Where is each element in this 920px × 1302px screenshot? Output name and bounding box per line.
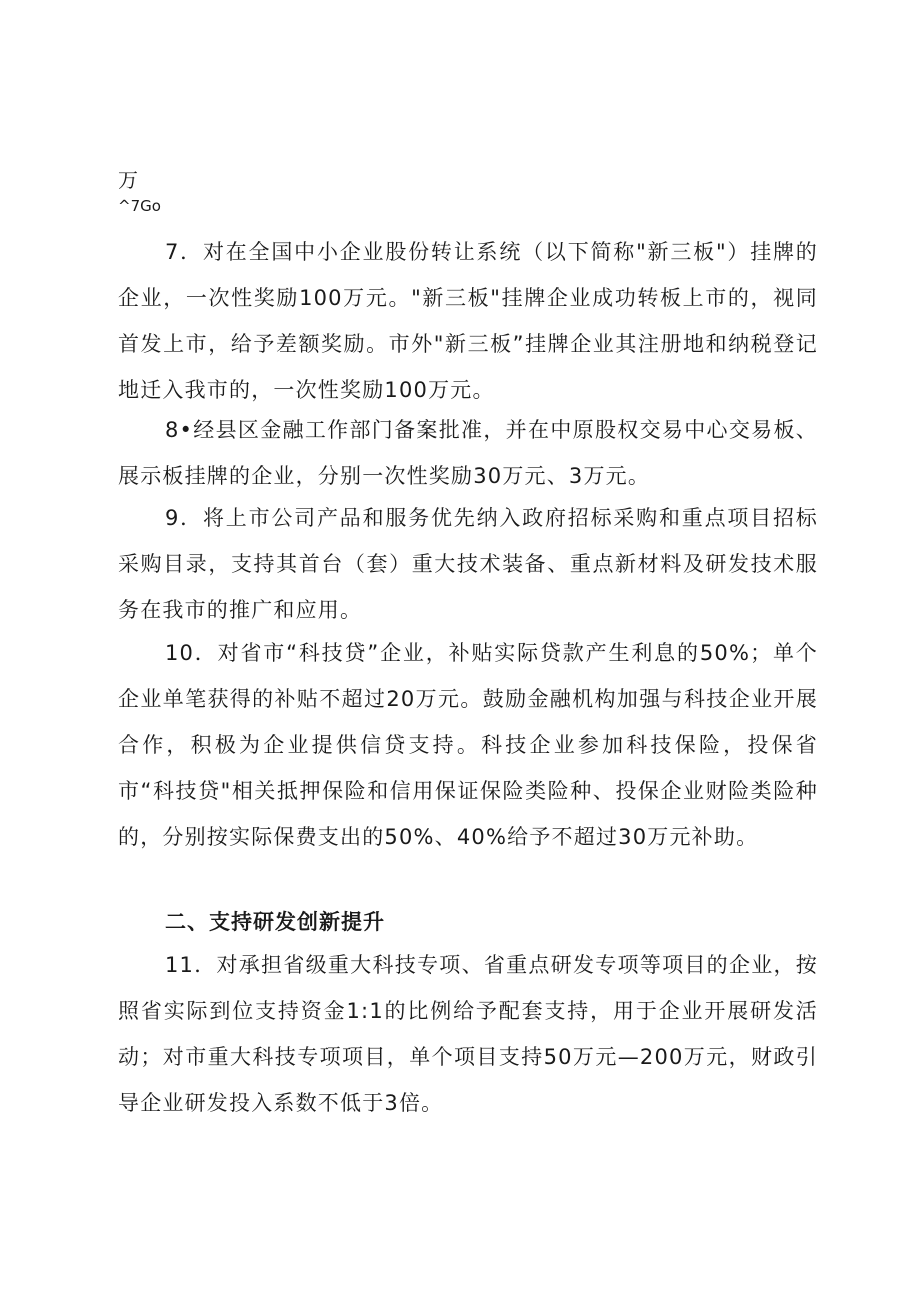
ocr-noise-fragment: ^7Go [118, 197, 161, 215]
paragraph-9: 9．将上市公司产品和服务优先纳入政府招标采购和重点项目招标采购目录，支持其首台（套）重大技术装备、重点新材料及研发技术服务在我市的推广和应用。 [118, 506, 818, 622]
paragraph-8: 8•经县区金融工作部门备案批准，并在中原股权交易中心交易板、展示板挂牌的企业，分别一次性奖励30万元、3万元。 [118, 418, 818, 488]
paragraph-11: 11．对承担省级重大科技专项、省重点研发专项等项目的企业，按照省实际到位支持资金1:1的比例给予配套支持，用于企业开展研发活动；对市重大科技专项项目，单个项目支持50万元—200万元，财政引导企业研发投入系数不低于3倍。 [118, 953, 818, 1115]
section-heading-2: 二、支持研发创新提升 [165, 910, 385, 934]
page-top-fragment: 万 [118, 168, 138, 192]
paragraph-7: 7．对在全国中小企业股份转让系统（以下简称"新三板"）挂牌的企业，一次性奖励100万元。"新三板"挂牌企业成功转板上市的，视同首发上市，给予差额奖励。市外"新三板”挂牌企业其注册地和纳税登记地迁入我市的，一次性奖励100万元。 [118, 240, 818, 402]
paragraph-10: 10．对省市“科技贷”企业，补贴实际贷款产生利息的50%；单个企业单笔获得的补贴不超过20万元。鼓励金融机构加强与科技企业开展合作，积极为企业提供信贷支持。科技企业参加科技保险，投保省市“科技贷"相关抵押保险和信用保证保险类险种、投保企业财险类险种的，分别按实际保费支出的50%、40%给予不超过30万元补助。 [118, 641, 818, 849]
